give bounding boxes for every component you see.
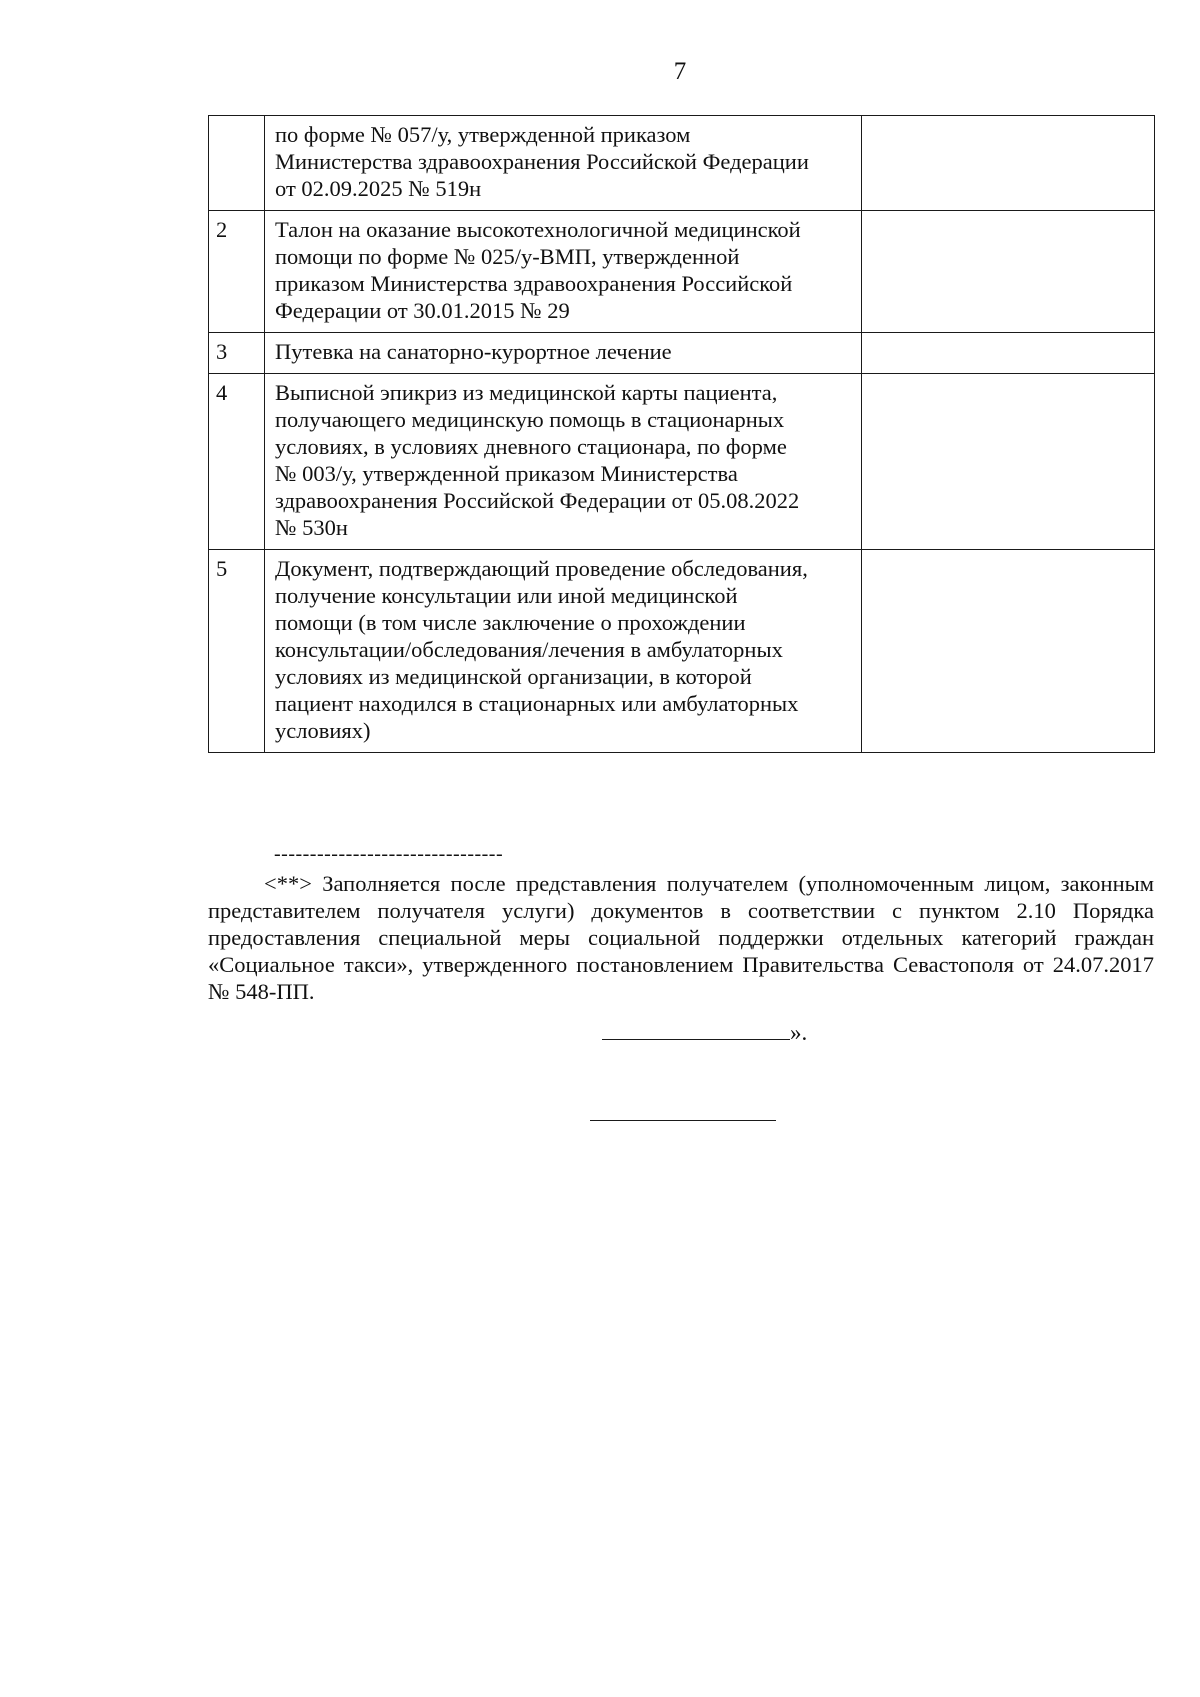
table-row	[209, 116, 1155, 211]
document-description-cell	[265, 211, 862, 333]
document-description-cell	[265, 333, 862, 374]
value-cell	[862, 333, 1155, 374]
row-number-cell: 4	[209, 374, 265, 550]
page-number: 7	[673, 58, 687, 85]
document-description: по форме № 057/у, утвержденной приказом Министерства здравоохранения Российской Федерации от 02.09.2025 № 519н	[275, 122, 809, 201]
document-description: Талон на оказание высокотехнологичной медицинской помощи по форме № 025/у-ВМП, утвержденной приказом Министерства здравоохранения Российской Федерации от 30.01.2015 № 29	[275, 217, 801, 323]
table-row	[209, 550, 1155, 753]
footnote-separator: --------------------------------	[274, 843, 504, 865]
table-row	[209, 374, 1155, 550]
document-description-cell	[265, 550, 862, 753]
documents-table	[208, 115, 1155, 753]
value-cell	[862, 211, 1155, 333]
footnote-text: <**> Заполняется после представления получателем (уполномоченным лицом, законным представителем получателя услуги) документов в соответствии с пунктом 2.10 Порядка предоставления специальной меры социальной поддержки отдельных категорий граждан «Социальное такси», утвержденного постановлением Правительства Севастополя от 24.07.2017 № 548-ПП.	[208, 871, 1154, 1004]
value-cell	[862, 116, 1155, 211]
row-number-cell	[209, 116, 265, 211]
row-number-cell: 5	[209, 550, 265, 753]
document-description-cell	[265, 116, 862, 211]
document-description: Выписной эпикриз из медицинской карты пациента, получающего медицинскую помощь в стационарных условиях, в условиях дневного стационара, по форме № 003/у, утвержденной приказом Министерства здравоохранения Российской Федерации от 05.08.2022 № 530н	[275, 380, 800, 540]
table-row	[209, 333, 1155, 374]
row-number-cell: 3	[209, 333, 265, 374]
value-cell	[862, 374, 1155, 550]
document-description: Путевка на санаторно-курортное лечение	[275, 339, 672, 364]
closing-quote: ».	[790, 1020, 808, 1045]
blank-underline	[602, 1017, 790, 1040]
end-rule-divider	[590, 1120, 776, 1121]
document-description: Документ, подтверждающий проведение обследования, получение консультации или иной медицинской помощи (в том числе заключение о прохождении консультации/обследования/лечения в амбулаторных условиях из медицинской организации, в которой пациент находился в стационарных или амбулаторных условиях)	[275, 556, 808, 743]
row-number-cell: 2	[209, 211, 265, 333]
closing-line	[602, 1017, 807, 1046]
value-cell	[862, 550, 1155, 753]
table-row	[209, 211, 1155, 333]
document-description-cell	[265, 374, 862, 550]
